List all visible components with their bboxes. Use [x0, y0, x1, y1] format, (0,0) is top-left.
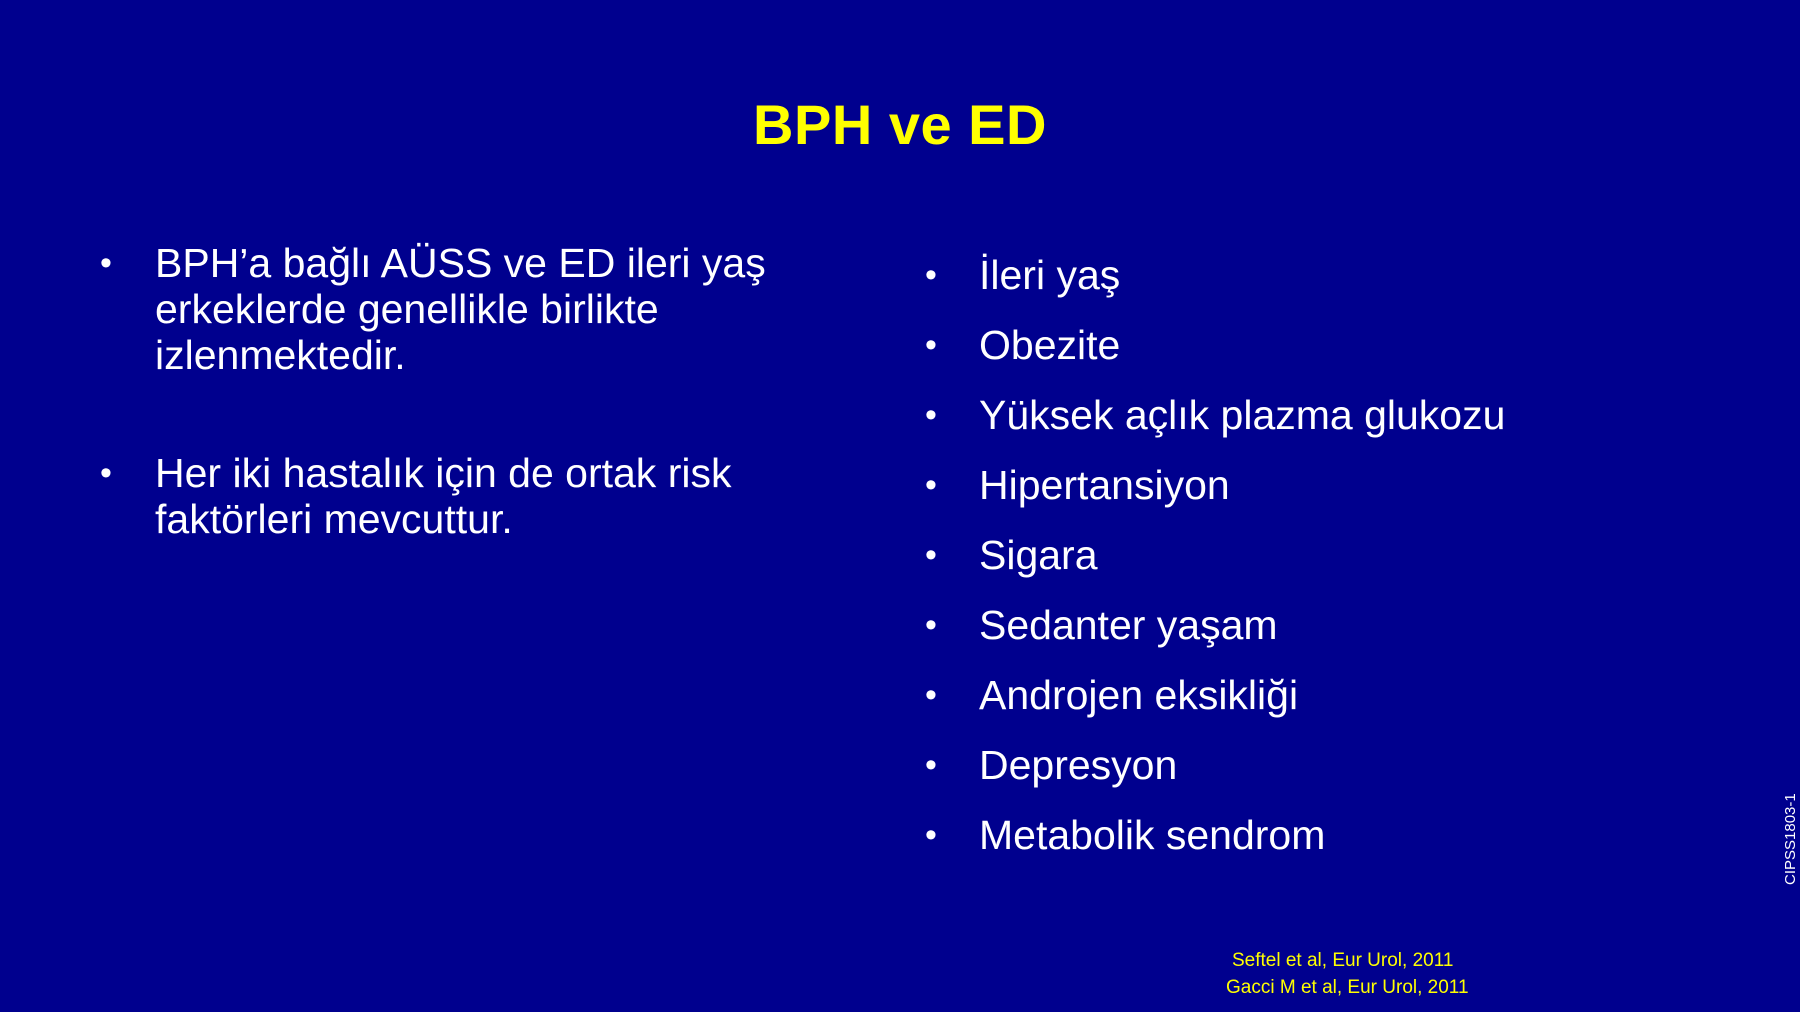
list-item [925, 320, 1685, 390]
reference-item: Seftel et al, Eur Urol, 2011 [1232, 950, 1454, 971]
bullet-icon: • [925, 676, 937, 714]
list-item [925, 460, 1685, 530]
bullet-icon: • [925, 746, 937, 784]
list-item [925, 250, 1685, 320]
list-item [925, 810, 1685, 880]
list-item-text: Metabolik sendrom [979, 812, 1326, 858]
list-item-text: BPH’a bağlı AÜSS ve ED ileri yaş erkeklerde genellikle birlikte izlenmektedir. [155, 240, 766, 378]
right-bullet-list [925, 250, 1685, 880]
bullet-icon: • [925, 396, 937, 434]
reference-item: Gacci M et al, Eur Urol, 2011 [1226, 977, 1469, 998]
references [1226, 947, 1469, 1001]
list-item-text: Depresyon [979, 742, 1178, 788]
bullet-icon: • [925, 256, 937, 294]
list-item [925, 600, 1685, 670]
list-item-text: Her iki hastalık için de ortak risk faktörleri mevcuttur. [155, 450, 732, 542]
list-item-text: İleri yaş [979, 252, 1121, 298]
bullet-icon: • [925, 536, 937, 574]
list-item-text: Obezite [979, 322, 1121, 368]
list-item [925, 670, 1685, 740]
bullet-icon: • [925, 816, 937, 854]
list-item [100, 240, 820, 378]
list-item-text: Sedanter yaşam [979, 602, 1278, 648]
slide-title: BPH ve ED [753, 93, 1047, 156]
list-item [925, 390, 1685, 460]
list-item-text: Hipertansiyon [979, 462, 1230, 508]
list-item [925, 740, 1685, 810]
bullet-icon: • [100, 454, 112, 492]
list-item [100, 450, 820, 542]
list-item-text: Androjen eksikliği [979, 672, 1299, 718]
bullet-icon: • [925, 326, 937, 364]
list-item-text: Yüksek açlık plazma glukozu [979, 392, 1506, 438]
bullet-icon: • [925, 606, 937, 644]
document-code: CIPSS1803-1 [1782, 793, 1799, 885]
left-bullet-list [100, 240, 820, 614]
list-item-text: Sigara [979, 532, 1098, 578]
bullet-icon: • [100, 244, 112, 282]
bullet-icon: • [925, 466, 937, 504]
list-item [925, 530, 1685, 600]
